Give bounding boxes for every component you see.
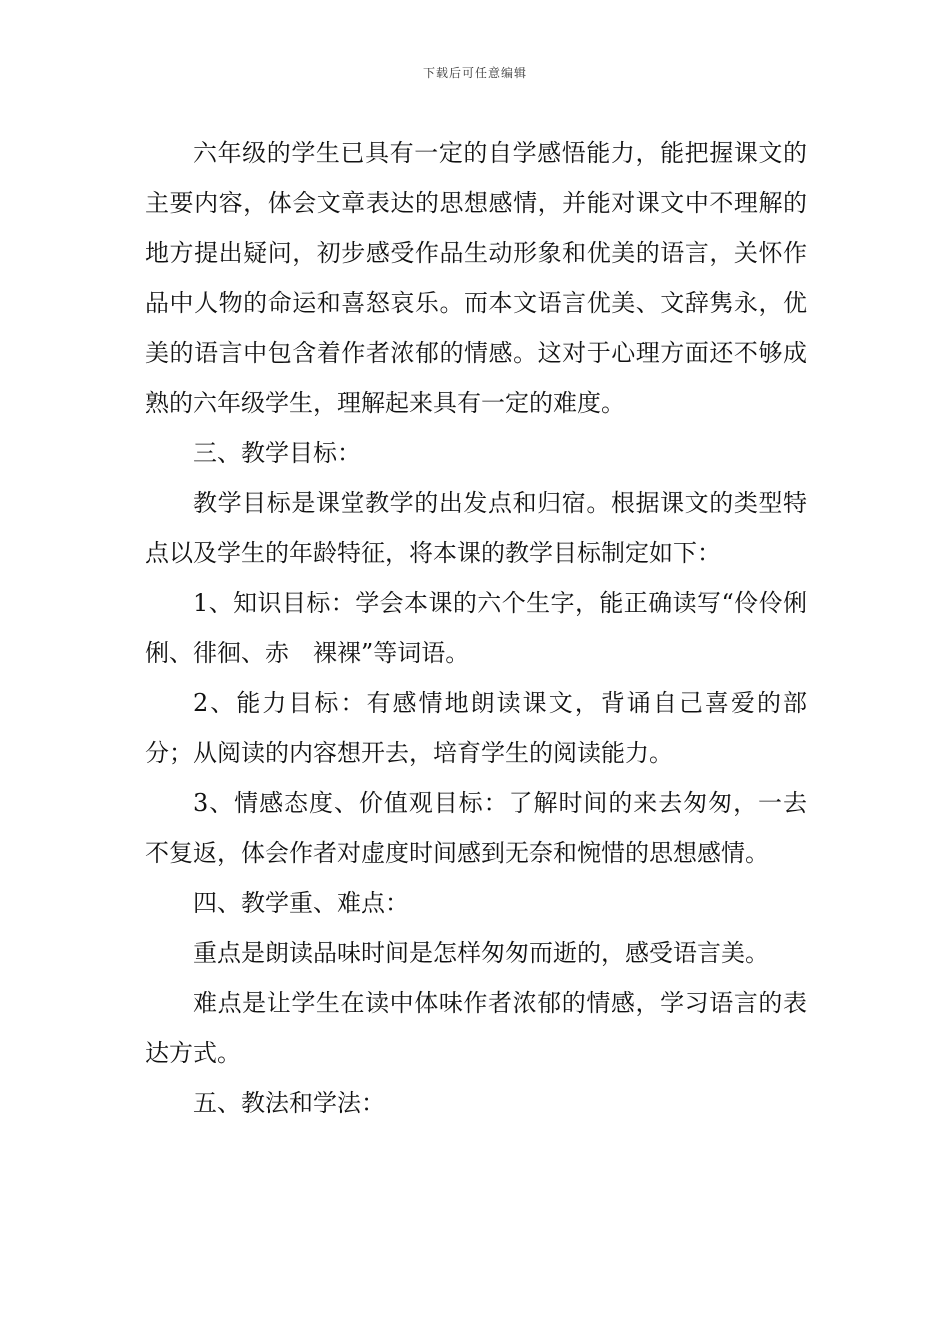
document-body xyxy=(145,128,807,1128)
paragraph-emotion-goal: 3、情感态度、价值观目标：了解时间的来去匆匆，一去不复返，体会作者对虚度时间感到无奈和惋惜的思想感情。 xyxy=(145,789,807,867)
section-heading-key-points: 四、教学重、难点： xyxy=(193,889,409,917)
page-header-note: 下载后可任意编辑 xyxy=(422,66,527,80)
section-heading-methods: 五、教法和学法： xyxy=(193,1089,385,1117)
paragraph-goals-intro: 教学目标是课堂教学的出发点和归宿。根据课文的类型特点以及学生的年龄特征，将本课的教学目标制定如下： xyxy=(145,489,807,567)
paragraph-difficult-point: 难点是让学生在读中体味作者浓郁的情感，学习语言的表达方式。 xyxy=(145,989,807,1067)
paragraph-key-point: 重点是朗读品味时间是怎样匆匆而逝的，感受语言美。 xyxy=(193,939,769,967)
paragraph-student-analysis: 六年级的学生已具有一定的自学感悟能力，能把握课文的主要内容，体会文章表达的思想感情，并能对课文中不理解的地方提出疑问，初步感受作品生动形象和优美的语言，关怀作品中人物的命运和喜怒哀乐。而本文语言优美、文辞隽永，优美的语言中包含着作者浓郁的情感。这对于心理方面还不够成熟的六年级学生，理解起来具有一定的难度。 xyxy=(145,139,807,417)
section-heading-teaching-goals: 三、教学目标： xyxy=(193,439,361,467)
paragraph-knowledge-goal: 1、知识目标：学会本课的六个生字，能正确读写“伶伶俐俐、徘徊、赤 裸裸”等词语。 xyxy=(145,589,807,667)
paragraph-ability-goal: 2、能力目标：有感情地朗读课文，背诵自己喜爱的部分；从阅读的内容想开去，培育学生的阅读能力。 xyxy=(145,689,807,767)
